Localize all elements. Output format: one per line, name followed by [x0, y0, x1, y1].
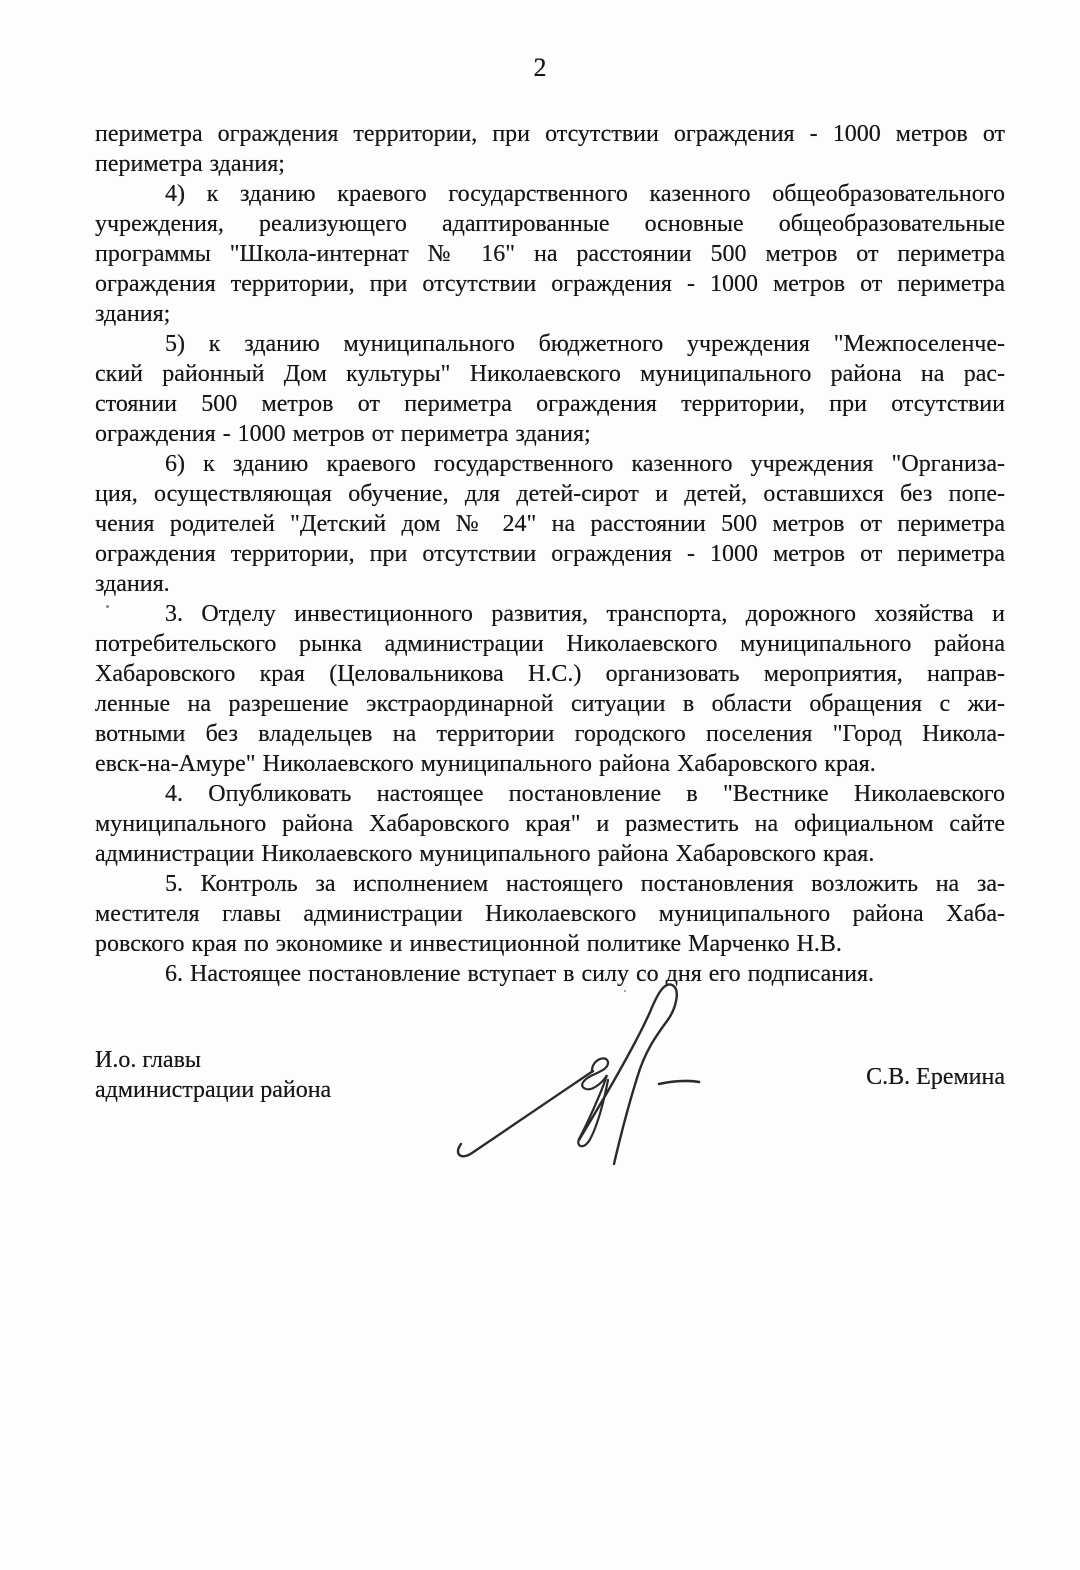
- scan-speck: [106, 605, 109, 608]
- text-line: ленные на разрешение экстраординарной ситуации в области обращения с жи-: [95, 691, 1005, 717]
- paragraph-item-6: [95, 449, 1005, 599]
- text-line: евск-на-Амуре" Николаевского муниципального района Хабаровского края.: [95, 751, 876, 777]
- text-line: 5) к зданию муниципального бюджетного учреждения "Межпоселенче-: [165, 331, 1005, 357]
- signer-position-line: администрации района: [95, 1077, 332, 1103]
- text-line: 3. Отделу инвестиционного развития, транспорта, дорожного хозяйства и: [165, 601, 1005, 627]
- text-line: ограждения территории, при отсутствии ограждения - 1000 метров от периметра: [95, 271, 1005, 297]
- signer-name: С.В. Еремина: [866, 1064, 1005, 1090]
- signature-scribble: [445, 972, 725, 1172]
- paragraph-continuation: [95, 119, 1005, 179]
- text-line: 4. Опубликовать настоящее постановление в "Вестнике Николаевского: [165, 781, 1005, 807]
- text-line: муниципального района Хабаровского края" и разместить на официальном сайте: [95, 811, 1005, 837]
- text-line: периметра здания;: [95, 151, 285, 177]
- document-body: [95, 119, 1005, 989]
- text-line: периметра ограждения территории, при отсутствии ограждения - 1000 метров от: [95, 121, 1005, 147]
- text-line: потребительского рынка администрации Николаевского муниципального района: [95, 631, 1005, 657]
- text-line: стоянии 500 метров от периметра ограждения территории, при отсутствии: [95, 391, 1005, 417]
- scan-speck: [624, 990, 626, 992]
- signer-position-line: И.о. главы: [95, 1047, 202, 1073]
- paragraph-point-4: [95, 779, 1005, 869]
- text-line: здания;: [95, 301, 171, 327]
- text-line: ограждения - 1000 метров от периметра здания;: [95, 421, 591, 447]
- signature-title-block: [95, 1045, 331, 1105]
- text-line: здания.: [95, 571, 170, 597]
- text-line: Хабаровского края (Целовальникова Н.С.) организовать мероприятия, направ-: [95, 661, 1005, 687]
- paragraph-point-5: [95, 869, 1005, 959]
- text-line: администрации Николаевского муниципального района Хабаровского края.: [95, 841, 875, 867]
- page-number: 2: [533, 53, 547, 82]
- text-line: 5. Контроль за исполнением настоящего постановления возложить на за-: [165, 871, 1005, 897]
- paragraph-item-4: [95, 179, 1005, 329]
- text-line: ровского края по экономике и инвестиционной политике Марченко Н.В.: [95, 931, 842, 957]
- text-line: вотными без владельцев на территории городского поселения "Город Никола-: [95, 721, 1005, 747]
- text-line: ограждения территории, при отсутствии ограждения - 1000 метров от периметра: [95, 541, 1005, 567]
- text-line: программы "Школа-интернат № 16" на расстоянии 500 метров от периметра: [95, 241, 1005, 267]
- text-line: местителя главы администрации Николаевского муниципального района Хаба-: [95, 901, 1005, 927]
- text-line: чения родителей "Детский дом № 24" на расстоянии 500 метров от периметра: [95, 511, 1005, 537]
- paragraph-point-3: [95, 599, 1005, 779]
- text-line: ский районный Дом культуры" Николаевского муниципального района на рас-: [95, 361, 1005, 387]
- text-line: 4) к зданию краевого государственного казенного общеобразовательного: [165, 181, 1005, 207]
- text-line: ция, осуществляющая обучение, для детей-сирот и детей, оставшихся без попе-: [95, 481, 1005, 507]
- text-line: 6. Настоящее постановление вступает в силу со дня его подписания.: [165, 961, 875, 987]
- paragraph-item-5: [95, 329, 1005, 449]
- text-line: учреждения, реализующего адаптированные основные общеобразовательные: [95, 211, 1005, 237]
- text-line: 6) к зданию краевого государственного казенного учреждения "Организа-: [165, 451, 1005, 477]
